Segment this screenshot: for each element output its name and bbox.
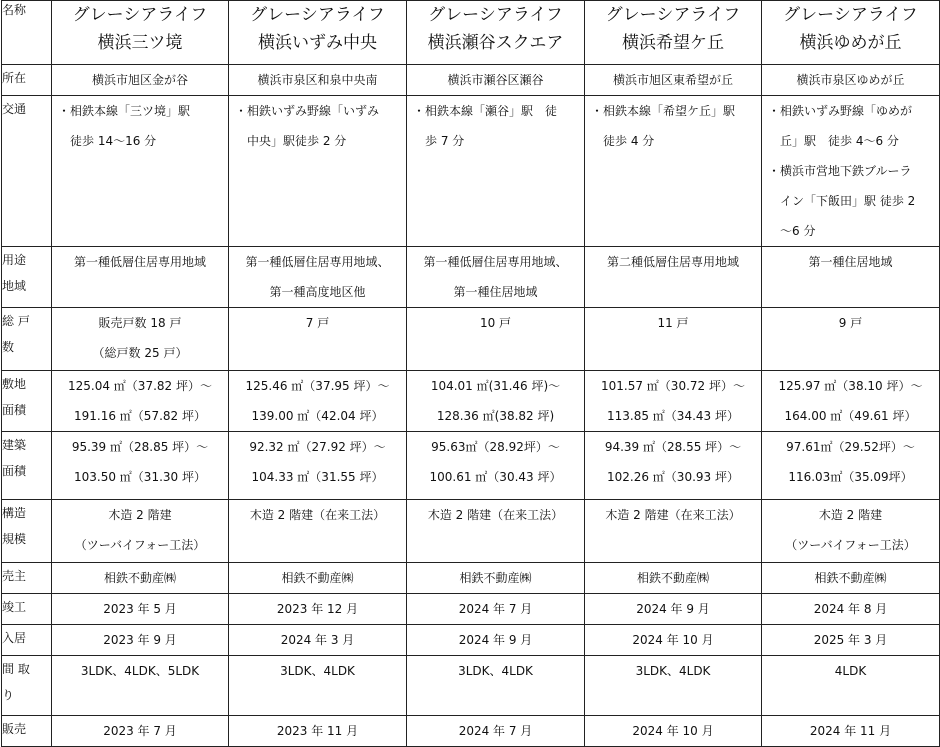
access-2: ・相鉄いずみ野線「いずみ 中央」駅徒歩 2 分 bbox=[229, 96, 407, 247]
zoning-4: 第二種低層住居専用地域 bbox=[585, 247, 762, 308]
seller-2: 相鉄不動産㈱ bbox=[229, 563, 407, 594]
property-name-1: グレーシアライフ 横浜三ツ境 bbox=[52, 1, 229, 65]
row-site-area bbox=[2, 371, 940, 432]
location-5: 横浜市泉区ゆめが丘 bbox=[762, 65, 940, 96]
layout-5: 4LDK bbox=[762, 656, 940, 716]
completion-3: 2024 年 7 月 bbox=[407, 594, 585, 625]
label-units: 総 戸 数 bbox=[2, 308, 52, 371]
zoning-2: 第一種低層住居専用地域、 第一種高度地区他 bbox=[229, 247, 407, 308]
move-in-2: 2024 年 3 月 bbox=[229, 625, 407, 656]
zoning-1: 第一種低層住居専用地域 bbox=[52, 247, 229, 308]
sales-4: 2024 年 10 月 bbox=[585, 716, 762, 747]
structure-3: 木造 2 階建（在来工法） bbox=[407, 500, 585, 563]
label-layout: 間 取 り bbox=[2, 656, 52, 716]
structure-4: 木造 2 階建（在来工法） bbox=[585, 500, 762, 563]
label-structure: 構造 規模 bbox=[2, 500, 52, 563]
row-layout bbox=[2, 656, 940, 716]
structure-2: 木造 2 階建（在来工法） bbox=[229, 500, 407, 563]
site-area-5: 125.97 ㎡（38.10 坪）～ 164.00 ㎡（49.61 坪） bbox=[762, 371, 940, 432]
row-structure bbox=[2, 500, 940, 563]
building-area-3: 95.63㎡（28.92坪）～ 100.61 ㎡（30.43 坪） bbox=[407, 432, 585, 500]
row-zoning bbox=[2, 247, 940, 308]
completion-2: 2023 年 12 月 bbox=[229, 594, 407, 625]
property-name-3: グレーシアライフ 横浜瀬谷スクエア bbox=[407, 1, 585, 65]
label-site-area: 敷地 面積 bbox=[2, 371, 52, 432]
site-area-2: 125.46 ㎡（37.95 坪）～ 139.00 ㎡（42.04 坪） bbox=[229, 371, 407, 432]
label-move-in: 入居 bbox=[2, 625, 52, 656]
sales-3: 2024 年 7 月 bbox=[407, 716, 585, 747]
completion-5: 2024 年 8 月 bbox=[762, 594, 940, 625]
label-name: 名称 bbox=[2, 1, 52, 65]
layout-2: 3LDK、4LDK bbox=[229, 656, 407, 716]
structure-1: 木造 2 階建 （ツーバイフォー工法） bbox=[52, 500, 229, 563]
building-area-5: 97.61㎡（29.52坪）～ 116.03㎡（35.09坪） bbox=[762, 432, 940, 500]
row-move-in bbox=[2, 625, 940, 656]
row-completion bbox=[2, 594, 940, 625]
property-spec-table bbox=[1, 0, 940, 747]
seller-5: 相鉄不動産㈱ bbox=[762, 563, 940, 594]
site-area-1: 125.04 ㎡（37.82 坪）～ 191.16 ㎡（57.82 坪） bbox=[52, 371, 229, 432]
row-units bbox=[2, 308, 940, 371]
structure-5: 木造 2 階建 （ツーバイフォー工法） bbox=[762, 500, 940, 563]
zoning-3: 第一種低層住居専用地域、 第一種住居地域 bbox=[407, 247, 585, 308]
seller-3: 相鉄不動産㈱ bbox=[407, 563, 585, 594]
units-5: 9 戸 bbox=[762, 308, 940, 371]
units-2: 7 戸 bbox=[229, 308, 407, 371]
label-completion: 竣工 bbox=[2, 594, 52, 625]
property-name-2: グレーシアライフ 横浜いずみ中央 bbox=[229, 1, 407, 65]
layout-1: 3LDK、4LDK、5LDK bbox=[52, 656, 229, 716]
location-4: 横浜市旭区東希望が丘 bbox=[585, 65, 762, 96]
access-5: ・相鉄いずみ野線「ゆめが 丘」駅 徒歩 4～6 分 ・横浜市営地下鉄ブルーラ イン「下飯田」駅 徒歩 2 ～6 分 bbox=[762, 96, 940, 247]
move-in-4: 2024 年 10 月 bbox=[585, 625, 762, 656]
label-location: 所在 bbox=[2, 65, 52, 96]
units-4: 11 戸 bbox=[585, 308, 762, 371]
completion-4: 2024 年 9 月 bbox=[585, 594, 762, 625]
building-area-1: 95.39 ㎡（28.85 坪）～ 103.50 ㎡（31.30 坪） bbox=[52, 432, 229, 500]
property-name-4: グレーシアライフ 横浜希望ケ丘 bbox=[585, 1, 762, 65]
label-seller: 売主 bbox=[2, 563, 52, 594]
units-3: 10 戸 bbox=[407, 308, 585, 371]
zoning-5: 第一種住居地域 bbox=[762, 247, 940, 308]
site-area-4: 101.57 ㎡（30.72 坪）～ 113.85 ㎡（34.43 坪） bbox=[585, 371, 762, 432]
move-in-5: 2025 年 3 月 bbox=[762, 625, 940, 656]
location-3: 横浜市瀬谷区瀬谷 bbox=[407, 65, 585, 96]
property-name-5: グレーシアライフ 横浜ゆめが丘 bbox=[762, 1, 940, 65]
access-1: ・相鉄本線「三ツ境」駅 徒歩 14～16 分 bbox=[52, 96, 229, 247]
access-3: ・相鉄本線「瀬谷」駅 徒 歩 7 分 bbox=[407, 96, 585, 247]
row-access bbox=[2, 96, 940, 247]
layout-4: 3LDK、4LDK bbox=[585, 656, 762, 716]
row-name bbox=[2, 1, 940, 65]
sales-1: 2023 年 7 月 bbox=[52, 716, 229, 747]
move-in-1: 2023 年 9 月 bbox=[52, 625, 229, 656]
sales-2: 2023 年 11 月 bbox=[229, 716, 407, 747]
label-building-area: 建築 面積 bbox=[2, 432, 52, 500]
seller-4: 相鉄不動産㈱ bbox=[585, 563, 762, 594]
layout-3: 3LDK、4LDK bbox=[407, 656, 585, 716]
units-1: 販売戸数 18 戸 （総戸数 25 戸） bbox=[52, 308, 229, 371]
row-location bbox=[2, 65, 940, 96]
row-building-area bbox=[2, 432, 940, 500]
label-sales: 販売 bbox=[2, 716, 52, 747]
building-area-2: 92.32 ㎡（27.92 坪）～ 104.33 ㎡（31.55 坪） bbox=[229, 432, 407, 500]
sales-5: 2024 年 11 月 bbox=[762, 716, 940, 747]
move-in-3: 2024 年 9 月 bbox=[407, 625, 585, 656]
location-2: 横浜市泉区和泉中央南 bbox=[229, 65, 407, 96]
label-access: 交通 bbox=[2, 96, 52, 247]
row-seller bbox=[2, 563, 940, 594]
completion-1: 2023 年 5 月 bbox=[52, 594, 229, 625]
access-4: ・相鉄本線「希望ケ丘」駅 徒歩 4 分 bbox=[585, 96, 762, 247]
location-1: 横浜市旭区金が谷 bbox=[52, 65, 229, 96]
label-zoning: 用途 地域 bbox=[2, 247, 52, 308]
row-sales bbox=[2, 716, 940, 747]
site-area-3: 104.01 ㎡(31.46 坪)～ 128.36 ㎡(38.82 坪) bbox=[407, 371, 585, 432]
seller-1: 相鉄不動産㈱ bbox=[52, 563, 229, 594]
building-area-4: 94.39 ㎡（28.55 坪）～ 102.26 ㎡（30.93 坪） bbox=[585, 432, 762, 500]
